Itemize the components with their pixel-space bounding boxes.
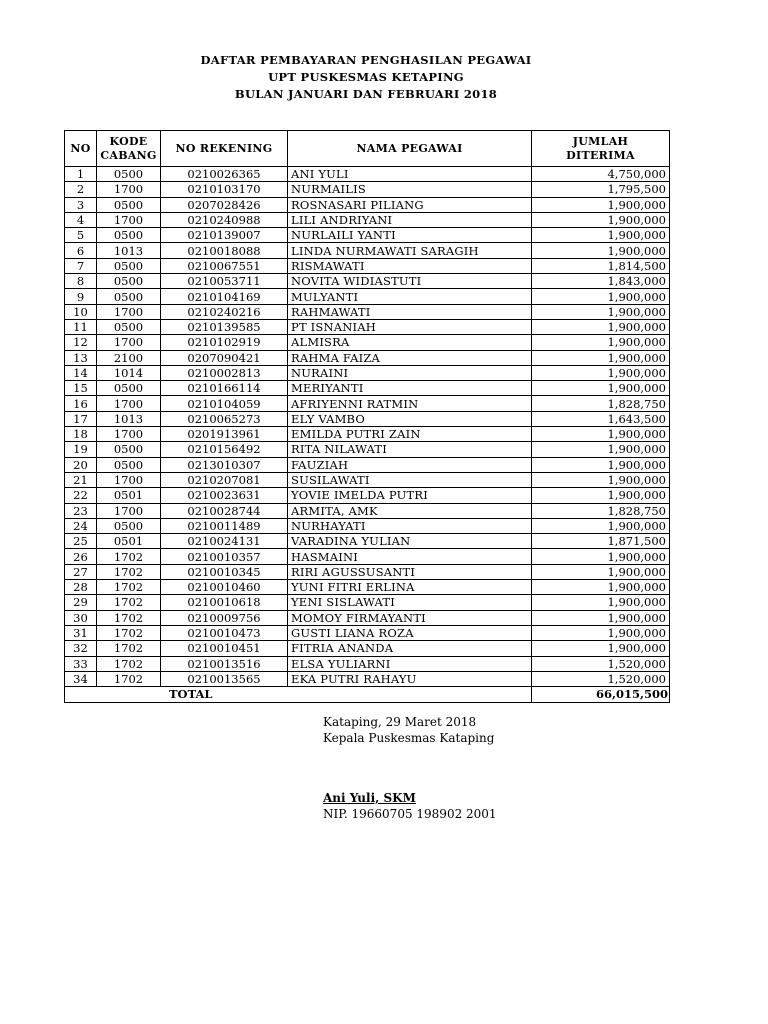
header-jumlah-diterima: JUMLAH DITERIMA: [532, 131, 670, 167]
cell-no: 6: [65, 243, 97, 258]
cell-no: 26: [65, 549, 97, 564]
cell-nama-pegawai: EKA PUTRI RAHAYU: [288, 671, 532, 686]
table-row: [65, 228, 670, 243]
cell-nama-pegawai: ELSA YULIARNI: [288, 656, 532, 671]
cell-jumlah: 1,900,000: [532, 472, 670, 487]
table-row: [65, 549, 670, 564]
title-line-1: DAFTAR PEMBAYARAN PENGHASILAN PEGAWAI: [200, 53, 532, 67]
cell-no: 15: [65, 381, 97, 396]
header-no-rekening: NO REKENING: [161, 131, 288, 167]
cell-no: 9: [65, 289, 97, 304]
cell-no: 16: [65, 396, 97, 411]
cell-nama-pegawai: YUNI FITRI ERLINA: [288, 580, 532, 595]
table-row: [65, 197, 670, 212]
table-row: [65, 503, 670, 518]
cell-kode-cabang: 0500: [97, 518, 161, 533]
cell-no-rekening: 0210104059: [161, 396, 288, 411]
cell-jumlah: 4,750,000: [532, 167, 670, 182]
cell-nama-pegawai: ARMITA, AMK: [288, 503, 532, 518]
signer-position: Kepala Puskesmas Kataping: [323, 731, 495, 745]
table-row: [65, 258, 670, 273]
signature-block: [323, 714, 497, 822]
cell-nama-pegawai: ANI YULI: [288, 167, 532, 182]
cell-kode-cabang: 1702: [97, 610, 161, 625]
cell-nama-pegawai: AFRIYENNI RATMIN: [288, 396, 532, 411]
cell-no-rekening: 0207028426: [161, 197, 288, 212]
table-row: [65, 350, 670, 365]
signer-name: Ani Yuli, SKM: [323, 791, 416, 805]
cell-no: 18: [65, 427, 97, 442]
cell-jumlah: 1,828,750: [532, 503, 670, 518]
cell-kode-cabang: 0500: [97, 381, 161, 396]
cell-jumlah: 1,900,000: [532, 564, 670, 579]
cell-no: 29: [65, 595, 97, 610]
cell-nama-pegawai: ALMISRA: [288, 335, 532, 350]
table-row: [65, 580, 670, 595]
cell-no: 30: [65, 610, 97, 625]
cell-jumlah: 1,900,000: [532, 610, 670, 625]
cell-no-rekening: 0210009756: [161, 610, 288, 625]
cell-no: 34: [65, 671, 97, 686]
signer-nip: NIP. 19660705 198902 2001: [323, 807, 497, 821]
cell-nama-pegawai: RITA NILAWATI: [288, 442, 532, 457]
cell-no-rekening: 0210010357: [161, 549, 288, 564]
cell-kode-cabang: 1700: [97, 304, 161, 319]
cell-no: 33: [65, 656, 97, 671]
header-no: NO: [65, 131, 97, 167]
place-date: Kataping, 29 Maret 2018: [323, 715, 477, 729]
cell-no-rekening: 0210010618: [161, 595, 288, 610]
cell-no-rekening: 0210139585: [161, 319, 288, 334]
cell-nama-pegawai: SUSILAWATI: [288, 472, 532, 487]
cell-kode-cabang: 1702: [97, 564, 161, 579]
cell-nama-pegawai: NURLAILI YANTI: [288, 228, 532, 243]
cell-kode-cabang: 0500: [97, 167, 161, 182]
cell-no: 31: [65, 625, 97, 640]
cell-jumlah: 1,900,000: [532, 335, 670, 350]
cell-no-rekening: 0207090421: [161, 350, 288, 365]
cell-kode-cabang: 1702: [97, 580, 161, 595]
cell-no: 21: [65, 472, 97, 487]
cell-nama-pegawai: EMILDA PUTRI ZAIN: [288, 427, 532, 442]
cell-no-rekening: 0210010345: [161, 564, 288, 579]
cell-jumlah: 1,900,000: [532, 381, 670, 396]
table-row: [65, 304, 670, 319]
title-line-2: UPT PUSKESMAS KETAPING: [268, 70, 464, 84]
table-row: [65, 396, 670, 411]
cell-no-rekening: 0210103170: [161, 182, 288, 197]
cell-kode-cabang: 2100: [97, 350, 161, 365]
cell-no: 27: [65, 564, 97, 579]
cell-no-rekening: 0210010473: [161, 625, 288, 640]
cell-no: 28: [65, 580, 97, 595]
cell-nama-pegawai: MOMOY FIRMAYANTI: [288, 610, 532, 625]
table-row: [65, 641, 670, 656]
document-title-block: [64, 52, 668, 103]
cell-nama-pegawai: VARADINA YULIAN: [288, 534, 532, 549]
table-row: [65, 212, 670, 227]
cell-nama-pegawai: YOVIE IMELDA PUTRI: [288, 488, 532, 503]
cell-no: 24: [65, 518, 97, 533]
header-kode-cabang: KODE CABANG: [97, 131, 161, 167]
cell-no-rekening: 0210240988: [161, 212, 288, 227]
cell-no-rekening: 0210065273: [161, 411, 288, 426]
cell-jumlah: 1,900,000: [532, 641, 670, 656]
cell-jumlah: 1,900,000: [532, 319, 670, 334]
cell-no-rekening: 0210018088: [161, 243, 288, 258]
table-row: [65, 656, 670, 671]
cell-no-rekening: 0210013565: [161, 671, 288, 686]
cell-jumlah: 1,900,000: [532, 197, 670, 212]
cell-kode-cabang: 1702: [97, 595, 161, 610]
cell-no-rekening: 0210011489: [161, 518, 288, 533]
cell-no-rekening: 0210023631: [161, 488, 288, 503]
cell-kode-cabang: 1013: [97, 411, 161, 426]
cell-no-rekening: 0213010307: [161, 457, 288, 472]
cell-nama-pegawai: MULYANTI: [288, 289, 532, 304]
cell-jumlah: 1,520,000: [532, 656, 670, 671]
cell-kode-cabang: 0500: [97, 258, 161, 273]
cell-nama-pegawai: GUSTI LIANA ROZA: [288, 625, 532, 640]
cell-jumlah: 1,900,000: [532, 212, 670, 227]
payment-table: [64, 130, 670, 703]
table-row: [65, 319, 670, 334]
cell-no: 13: [65, 350, 97, 365]
cell-nama-pegawai: NURMAILIS: [288, 182, 532, 197]
cell-no: 11: [65, 319, 97, 334]
cell-kode-cabang: 0501: [97, 488, 161, 503]
cell-no-rekening: 0210002813: [161, 365, 288, 380]
cell-nama-pegawai: MERIYANTI: [288, 381, 532, 396]
cell-nama-pegawai: PT ISNANIAH: [288, 319, 532, 334]
cell-kode-cabang: 1702: [97, 625, 161, 640]
title-line-3: BULAN JANUARI DAN FEBRUARI 2018: [234, 87, 498, 101]
cell-nama-pegawai: FAUZIAH: [288, 457, 532, 472]
cell-jumlah: 1,900,000: [532, 518, 670, 533]
cell-kode-cabang: 0500: [97, 457, 161, 472]
cell-nama-pegawai: ELY VAMBO: [288, 411, 532, 426]
cell-no: 14: [65, 365, 97, 380]
table-row: [65, 442, 670, 457]
cell-kode-cabang: 1702: [97, 549, 161, 564]
table-row: [65, 411, 670, 426]
cell-kode-cabang: 0500: [97, 228, 161, 243]
cell-kode-cabang: 1700: [97, 472, 161, 487]
table-row: [65, 595, 670, 610]
cell-no-rekening: 0210013516: [161, 656, 288, 671]
table-row: [65, 289, 670, 304]
table-row: [65, 381, 670, 396]
cell-no: 20: [65, 457, 97, 472]
cell-kode-cabang: 1013: [97, 243, 161, 258]
cell-nama-pegawai: ROSNASARI PILIANG: [288, 197, 532, 212]
cell-jumlah: 1,900,000: [532, 442, 670, 457]
cell-nama-pegawai: RISMAWATI: [288, 258, 532, 273]
table-body: [65, 167, 670, 687]
cell-jumlah: 1,900,000: [532, 365, 670, 380]
cell-kode-cabang: 0500: [97, 319, 161, 334]
cell-jumlah: 1,900,000: [532, 488, 670, 503]
cell-kode-cabang: 1700: [97, 503, 161, 518]
cell-kode-cabang: 1700: [97, 396, 161, 411]
cell-jumlah: 1,900,000: [532, 457, 670, 472]
cell-no-rekening: 0210010451: [161, 641, 288, 656]
cell-no-rekening: 0210240216: [161, 304, 288, 319]
cell-no-rekening: 0210010460: [161, 580, 288, 595]
cell-jumlah: 1,843,000: [532, 274, 670, 289]
cell-no-rekening: 0210139007: [161, 228, 288, 243]
cell-jumlah: 1,520,000: [532, 671, 670, 686]
cell-no: 3: [65, 197, 97, 212]
cell-no: 25: [65, 534, 97, 549]
table-row: [65, 472, 670, 487]
table-row: [65, 564, 670, 579]
cell-no-rekening: 0210166114: [161, 381, 288, 396]
cell-nama-pegawai: LINDA NURMAWATI SARAGIH: [288, 243, 532, 258]
cell-jumlah: 1,871,500: [532, 534, 670, 549]
cell-no-rekening: 0210028744: [161, 503, 288, 518]
cell-kode-cabang: 1014: [97, 365, 161, 380]
cell-no: 12: [65, 335, 97, 350]
cell-nama-pegawai: NURHAYATI: [288, 518, 532, 533]
cell-no-rekening: 0210104169: [161, 289, 288, 304]
cell-kode-cabang: 1700: [97, 212, 161, 227]
table-row: [65, 335, 670, 350]
cell-jumlah: 1,643,500: [532, 411, 670, 426]
cell-jumlah: 1,900,000: [532, 228, 670, 243]
cell-kode-cabang: 1700: [97, 335, 161, 350]
table-row: [65, 182, 670, 197]
cell-jumlah: 1,900,000: [532, 427, 670, 442]
cell-nama-pegawai: RIRI AGUSSUSANTI: [288, 564, 532, 579]
cell-no: 19: [65, 442, 97, 457]
cell-no: 17: [65, 411, 97, 426]
cell-no-rekening: 0210156492: [161, 442, 288, 457]
cell-no: 7: [65, 258, 97, 273]
cell-nama-pegawai: LILI ANDRIYANI: [288, 212, 532, 227]
table-row: [65, 610, 670, 625]
cell-kode-cabang: 0500: [97, 289, 161, 304]
cell-no: 10: [65, 304, 97, 319]
cell-nama-pegawai: HASMAINI: [288, 549, 532, 564]
cell-no: 32: [65, 641, 97, 656]
table-row: [65, 365, 670, 380]
table-row: [65, 243, 670, 258]
cell-no: 2: [65, 182, 97, 197]
table-row: [65, 671, 670, 686]
table-row: [65, 534, 670, 549]
cell-no: 8: [65, 274, 97, 289]
total-row: [65, 687, 670, 703]
total-value: 66,015,500: [532, 687, 670, 703]
cell-no: 1: [65, 167, 97, 182]
table-row: [65, 488, 670, 503]
cell-jumlah: 1,828,750: [532, 396, 670, 411]
cell-jumlah: 1,795,500: [532, 182, 670, 197]
cell-no-rekening: 0210207081: [161, 472, 288, 487]
cell-jumlah: 1,900,000: [532, 243, 670, 258]
cell-no: 23: [65, 503, 97, 518]
cell-no: 5: [65, 228, 97, 243]
cell-nama-pegawai: YENI SISLAWATI: [288, 595, 532, 610]
cell-no: 22: [65, 488, 97, 503]
cell-no-rekening: 0210067551: [161, 258, 288, 273]
cell-no-rekening: 0210053711: [161, 274, 288, 289]
cell-jumlah: 1,900,000: [532, 304, 670, 319]
cell-no-rekening: 0210026365: [161, 167, 288, 182]
table-row: [65, 167, 670, 182]
cell-kode-cabang: 0500: [97, 274, 161, 289]
total-label: TOTAL: [65, 687, 532, 703]
table-row: [65, 427, 670, 442]
cell-no-rekening: 0201913961: [161, 427, 288, 442]
cell-kode-cabang: 1702: [97, 671, 161, 686]
cell-kode-cabang: 1702: [97, 656, 161, 671]
table-row: [65, 274, 670, 289]
cell-nama-pegawai: RAHMA FAIZA: [288, 350, 532, 365]
cell-jumlah: 1,900,000: [532, 580, 670, 595]
cell-nama-pegawai: NOVITA WIDIASTUTI: [288, 274, 532, 289]
cell-nama-pegawai: NURAINI: [288, 365, 532, 380]
cell-nama-pegawai: RAHMAWATI: [288, 304, 532, 319]
cell-kode-cabang: 1700: [97, 427, 161, 442]
cell-kode-cabang: 0501: [97, 534, 161, 549]
header-nama-pegawai: NAMA PEGAWAI: [288, 131, 532, 167]
cell-kode-cabang: 1702: [97, 641, 161, 656]
cell-jumlah: 1,900,000: [532, 350, 670, 365]
cell-no-rekening: 0210024131: [161, 534, 288, 549]
cell-no-rekening: 0210102919: [161, 335, 288, 350]
cell-kode-cabang: 0500: [97, 197, 161, 212]
cell-jumlah: 1,900,000: [532, 625, 670, 640]
table-row: [65, 518, 670, 533]
table-row: [65, 625, 670, 640]
table-header-row: [65, 131, 670, 167]
cell-no: 4: [65, 212, 97, 227]
table-row: [65, 457, 670, 472]
cell-kode-cabang: 0500: [97, 442, 161, 457]
cell-jumlah: 1,900,000: [532, 549, 670, 564]
cell-jumlah: 1,900,000: [532, 595, 670, 610]
cell-jumlah: 1,900,000: [532, 289, 670, 304]
cell-kode-cabang: 1700: [97, 182, 161, 197]
cell-nama-pegawai: FITRIA ANANDA: [288, 641, 532, 656]
cell-jumlah: 1,814,500: [532, 258, 670, 273]
